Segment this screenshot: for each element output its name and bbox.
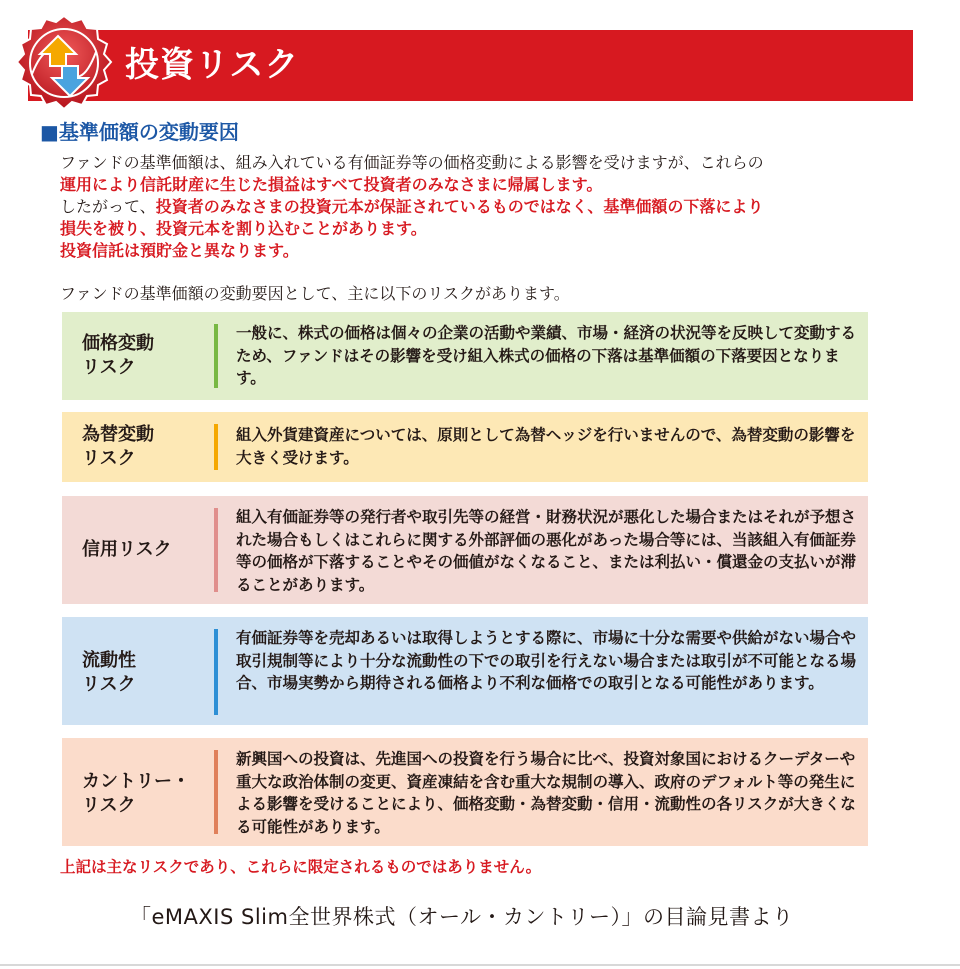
risk-lead-text: ファンドの基準価額の変動要因として、主に以下のリスクがあります。 xyxy=(60,284,570,303)
footnote: 上記は主なリスクであり、これらに限定されるものではありません。 xyxy=(60,858,542,876)
risk-box-credit xyxy=(62,496,868,604)
risk-name-line-1: 為替変動 xyxy=(82,424,154,445)
intro-line-5: 投資信託は預貯金と異なります。 xyxy=(60,241,299,260)
risk-description: 組入外貨建資産については、原則として為替ヘッジを行いませんので、為替変動の影響を大きく受けます。 xyxy=(236,426,856,467)
risk-box-liquidity xyxy=(62,617,868,725)
source-caption: 「eMAXIS Slim全世界株式（オール・カントリー）」の目論見書より xyxy=(130,905,794,929)
intro-line-1: ファンドの基準価額は、組み入れている有価証券等の価格変動による影響を受けますが、これらの xyxy=(60,153,764,172)
risk-up-down-icon xyxy=(14,14,114,114)
risk-name-line-1: 信用リスク xyxy=(82,539,172,560)
intro-line-2: 運用により信託財産に生じた損益はすべて投資者のみなさまに帰属します。 xyxy=(60,175,603,194)
risk-description: 新興国への投資は、先進国への投資を行う場合に比べ、投資対象国におけるクーデターや重大な政治体制の変更、資産凍結を含む重大な規制の導入、政府のデフォルト等の発生による影響を受けることにより、価格変動・為替変動・信用・流動性の各リスクが大きくなる可能性があります。 xyxy=(236,750,856,836)
risk-description: 組入有価証券等の発行者や取引先等の経営・財務状況が悪化した場合またはそれが予想された場合もしくはこれらに関する外部評価の悪化があった場合等には、当該組入有価証券等の価格が下落することやその価値がなくなること、または利払い・償還金の支払いが滞ることがあります。 xyxy=(236,508,857,594)
risk-name xyxy=(82,538,172,562)
risk-box-price xyxy=(62,312,868,400)
risk-description: 一般に、株式の価格は個々の企業の活動や業績、市場・経済の状況等を反映して変動するため、ファンドはその影響を受け組入株式の価格の下落は基準価額の下落要因となります。 xyxy=(236,324,857,387)
risk-box-country xyxy=(62,738,868,846)
risk-divider xyxy=(214,508,218,592)
risk-name-line-2: リスク xyxy=(82,448,136,469)
risk-name xyxy=(82,423,154,471)
risk-divider xyxy=(214,324,218,388)
risk-name-line-2: リスク xyxy=(82,795,136,816)
risk-name xyxy=(82,770,190,818)
risk-name-line-2: リスク xyxy=(82,357,136,378)
section-title: ■基準価額の変動要因 xyxy=(40,120,239,144)
risk-name xyxy=(82,649,136,697)
risk-name-line-1: 価格変動 xyxy=(82,333,154,354)
intro-text xyxy=(60,152,880,262)
risk-name-line-2: リスク xyxy=(82,674,136,695)
risk-divider xyxy=(214,424,218,470)
intro-line-3-red: 投資者のみなさまの投資元本が保証されているものではなく、基準価額の下落により xyxy=(155,197,764,216)
page-title: 投資リスク xyxy=(125,45,300,85)
risk-box-fx xyxy=(62,412,868,482)
divider xyxy=(0,964,960,966)
risk-divider xyxy=(214,629,218,715)
risk-description: 有価証券等を売却あるいは取得しようとする際に、市場に十分な需要や供給がない場合や取引規制等により十分な流動性の下での取引を行えない場合または取引が不可能となる場合、市場実勢から期待される価格より不利な価格での取引となる可能性があります。 xyxy=(236,629,857,692)
risk-name-line-1: カントリー・ xyxy=(82,771,190,792)
risk-name xyxy=(82,332,154,380)
intro-line-3 xyxy=(60,196,880,218)
intro-line-3-pre: したがって、 xyxy=(60,197,156,216)
intro-line-4: 損失を被り、投資元本を割り込むことがあります。 xyxy=(60,219,427,238)
risk-name-line-1: 流動性 xyxy=(82,650,136,671)
risk-divider xyxy=(214,750,218,834)
